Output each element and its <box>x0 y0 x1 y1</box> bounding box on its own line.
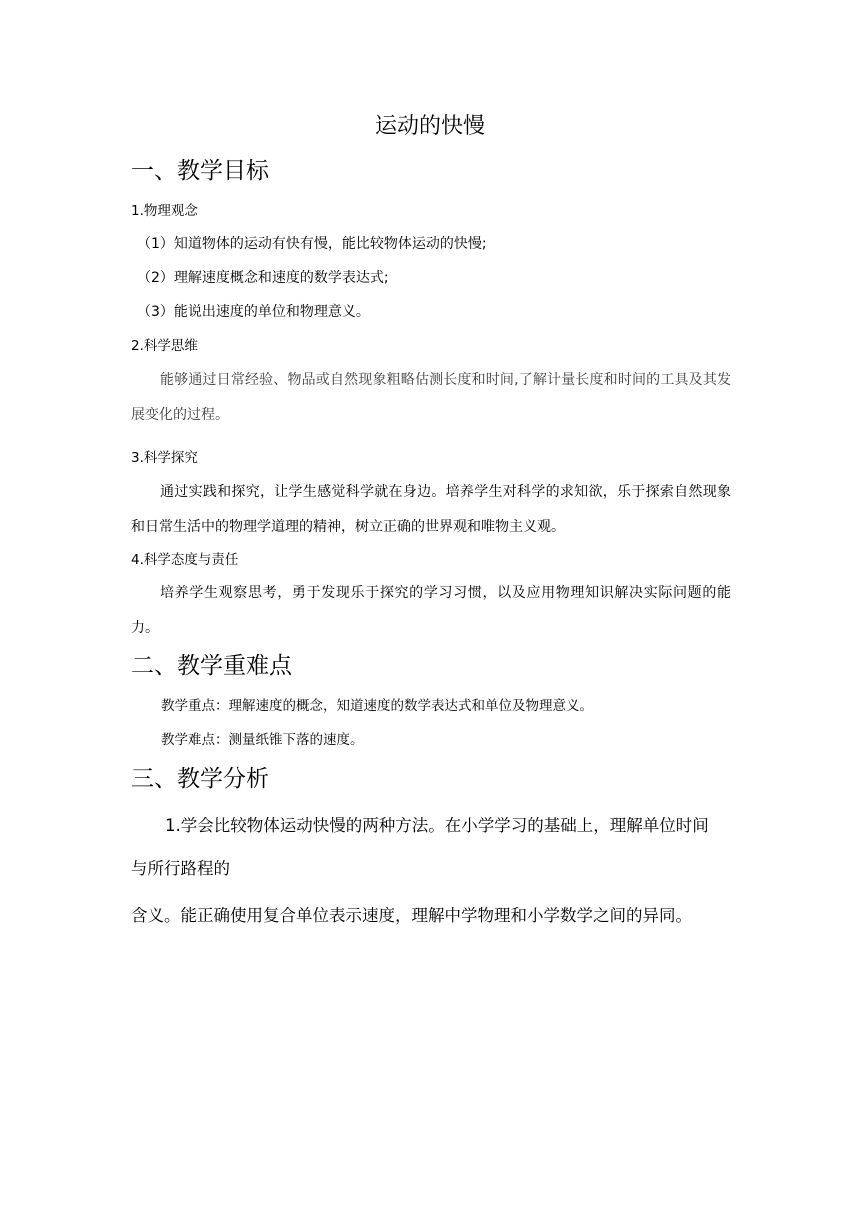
paragraph-scientific-thinking: 能够通过日常经验、物品或自然现象粗略估测长度和时间,了解计量长度和时间的工具及其发展变化的过程。 <box>131 372 731 423</box>
teaching-key-point: 教学重点：理解速度的概念，知道速度的数学表达式和单位及物理意义。 <box>161 698 593 714</box>
section-heading-teaching-goals: 一、教学目标 <box>131 158 269 184</box>
goal-item-2: （2）理解速度概念和速度的数学表达式; <box>137 270 389 286</box>
teaching-difficulty: 教学难点：测量纸锥下落的速度。 <box>161 732 364 748</box>
subheading-physics-concept: 1.物理观念 <box>131 203 198 219</box>
paragraph-attitude-responsibility: 培养学生观察思考，勇于发现乐于探究的学习习惯，以及应用物理知识解决实际问题的能力。 <box>131 585 731 636</box>
goal-item-1: （1）知道物体的运动有快有慢，能比较物体运动的快慢; <box>137 236 487 252</box>
analysis-line-1: 1.学会比较物体运动快慢的两种方法。在小学学习的基础上，理解单位时间 <box>165 816 709 835</box>
analysis-line-3: 含义。能正确使用复合单位表示速度，理解中学物理和小学数学之间的异同。 <box>131 906 692 925</box>
subheading-scientific-thinking: 2.科学思维 <box>131 338 198 354</box>
subheading-scientific-inquiry: 3.科学探究 <box>131 450 198 466</box>
paragraph-scientific-inquiry: 通过实践和探究，让学生感觉科学就在身边。培养学生对科学的求知欲，乐于探索自然现象和日常生活中的物理学道理的精神，树立正确的世界观和唯物主义观。 <box>131 484 731 535</box>
subheading-attitude-responsibility: 4.科学态度与责任 <box>131 552 239 568</box>
document-title: 运动的快慢 <box>374 114 485 139</box>
section-heading-key-difficulties: 二、教学重难点 <box>131 653 292 679</box>
goal-item-3: （3）能说出速度的单位和物理意义。 <box>137 304 370 320</box>
analysis-line-2: 与所行路程的 <box>131 859 230 878</box>
section-heading-teaching-analysis: 三、教学分析 <box>131 766 269 792</box>
